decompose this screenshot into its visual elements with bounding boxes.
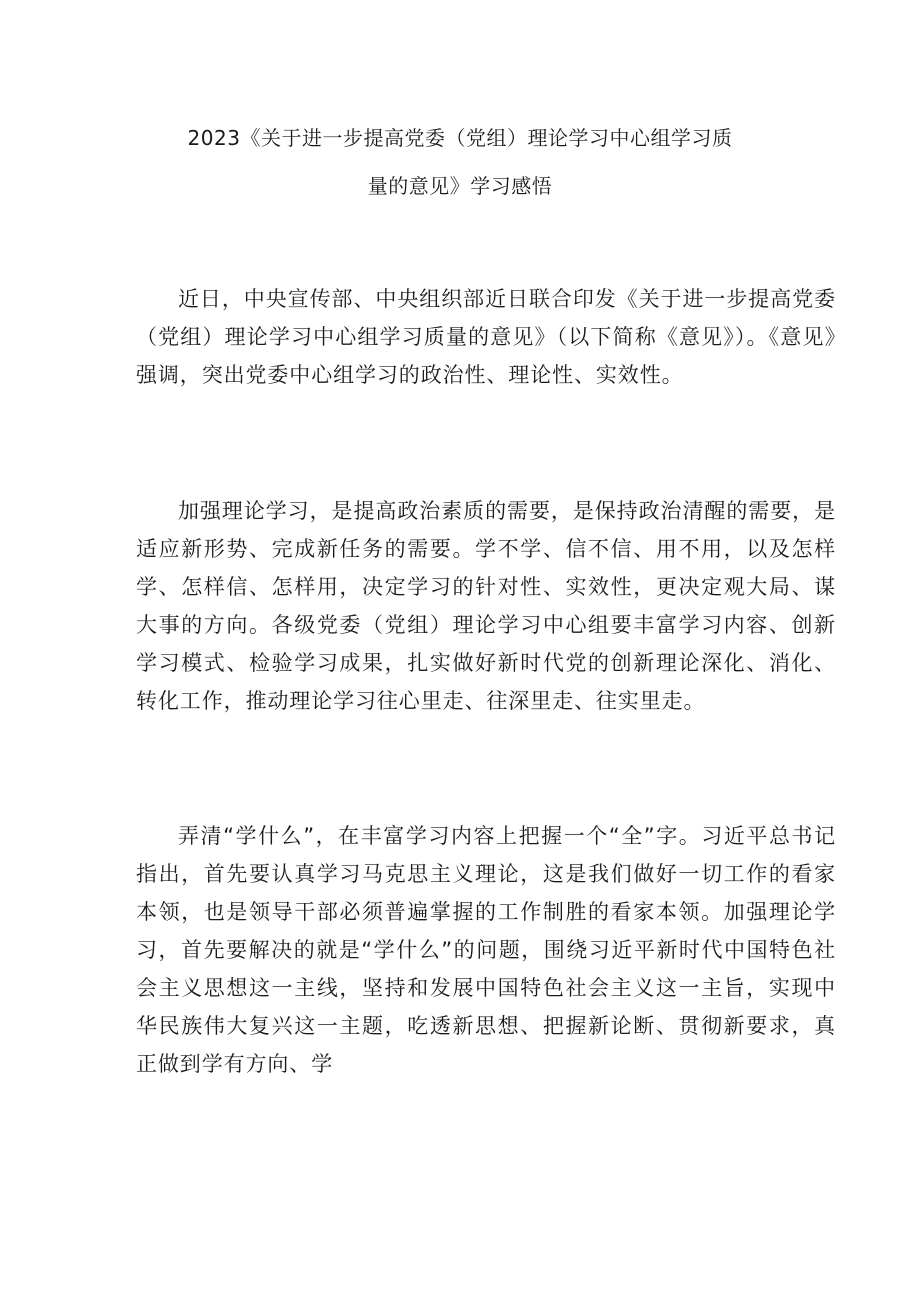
document-title-line-2: 量的意见》学习感悟 — [367, 174, 553, 198]
paragraph-1-block — [136, 280, 836, 394]
paragraph-2-block — [136, 492, 836, 720]
document-title-line-1: 2023《关于进一步提高党委（党组）理论学习中心组学习质 — [187, 126, 733, 150]
paragraph: 近日，中央宣传部、中央组织部近日联合印发《关于进一步提高党委（党组）理论学习中心组学习质量的意见》（以下简称《意见》）。《意见》强调，突出党委中心组学习的政治性、理论性、实效性。 — [136, 287, 836, 387]
paragraph-3-block — [136, 817, 836, 1083]
paragraph: 弄清“学什么”，在丰富学习内容上把握一个“全”字。习近平总书记指出，首先要认真学习马克思主义理论，这是我们做好一切工作的看家本领，也是领导干部必须普遍掌握的工作制胜的看家本领。加强理论学习，首先要解决的就是“学什么”的问题，围绕习近平新时代中国特色社会主义思想这一主线，坚持和发展中国特色社会主义这一主旨，实现中华民族伟大复兴这一主题，吃透新思想、把握新论断、贯彻新要求，真正做到学有方向、学 — [136, 824, 836, 1076]
paragraph: 加强理论学习，是提高政治素质的需要，是保持政治清醒的需要，是适应新形势、完成新任务的需要。学不学、信不信、用不用，以及怎样学、怎样信、怎样用，决定学习的针对性、实效性，更决定观大局、谋大事的方向。各级党委（党组）理论学习中心组要丰富学习内容、创新学习模式、检验学习成果，扎实做好新时代党的创新理论深化、消化、转化工作，推动理论学习往心里走、往深里走、往实里走。 — [136, 499, 836, 713]
